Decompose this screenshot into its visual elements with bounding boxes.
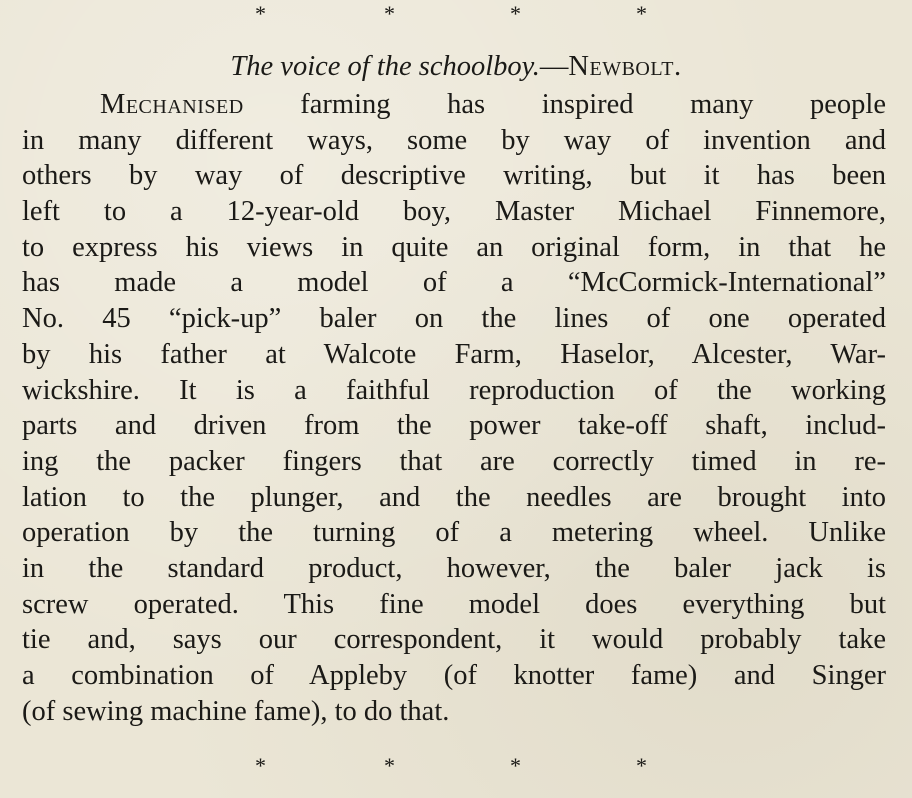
article-line: lation to the plunger, and the needles are brought into <box>22 481 886 513</box>
epigraph-quote: The voice of the schoolboy. <box>230 51 540 82</box>
article-line: in many different ways, some by way of invention and <box>22 124 886 156</box>
top-ornament <box>0 2 912 26</box>
ornament-star: * <box>510 753 521 778</box>
article-line: wickshire. It is a faithful reproduction of the working <box>22 374 886 406</box>
epigraph-dash: — <box>539 51 569 82</box>
article-line: No. 45 “pick-up” baler on the lines of one operated <box>22 303 886 335</box>
article-line: ing the packer fingers that are correctly timed in re- <box>22 445 886 477</box>
epigraph-heading <box>0 50 912 84</box>
article-body <box>22 87 886 729</box>
article-line: by his father at Walcote Farm, Haselor, Alcester, War- <box>22 338 886 370</box>
article-line: others by way of descriptive writing, but it has been <box>22 160 886 192</box>
bottom-ornament <box>0 754 912 778</box>
article-line: left to a 12-year-old boy, Master Michael Finnemore, <box>22 196 886 228</box>
article-line: operation by the turning of a metering wheel. Unlike <box>22 517 886 549</box>
ornament-star: * <box>636 1 647 26</box>
article-line: tie and, says our correspondent, it would probably take <box>22 624 886 656</box>
article-line: has made a model of a “McCormick-International” <box>22 267 886 299</box>
ornament-star: * <box>384 1 395 26</box>
ornament-star: * <box>255 753 266 778</box>
ornament-star: * <box>384 753 395 778</box>
article-line: in the standard product, however, the baler jack is <box>22 552 886 584</box>
article-line: screw operated. This fine model does everything but <box>22 588 886 620</box>
article-line-text: farming has inspired many people <box>243 89 886 120</box>
ornament-star: * <box>255 1 266 26</box>
epigraph-author: Newbolt. <box>568 51 682 82</box>
article-line <box>22 87 886 123</box>
article-line: (of sewing machine fame), to do that. <box>22 695 450 727</box>
lead-word: Mechanised <box>100 89 244 120</box>
ornament-star: * <box>510 1 521 26</box>
article-line: a combination of Appleby (of knotter fame) and Singer <box>22 660 886 691</box>
article-line: to express his views in quite an original form, in that he <box>22 231 886 263</box>
article-line: parts and driven from the power take-off shaft, includ- <box>22 410 886 442</box>
ornament-star: * <box>636 753 647 778</box>
